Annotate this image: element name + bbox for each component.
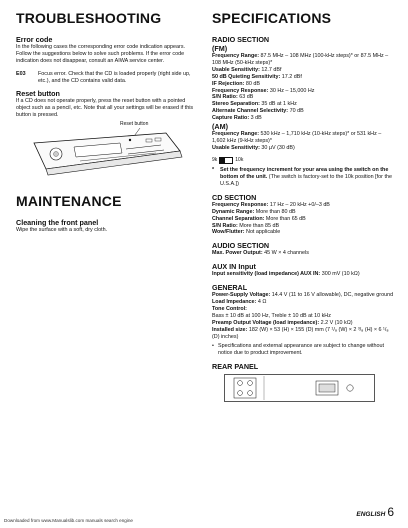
spec-line (212, 209, 394, 216)
spec-label: Frequency Range: (212, 53, 260, 59)
spec-line (212, 81, 394, 88)
spec-value: 30 Hz – 15,000 Hz (268, 87, 315, 94)
radio-section-heading: RADIO SECTION (212, 35, 270, 44)
reset-text: If a CD does not operate properly, press the reset button with a pointed object such as a pencil, etc. Note that all your settings will be erased if this button is pressed. (16, 98, 194, 118)
specifications-title: SPECIFICATIONS (212, 10, 332, 26)
spec-value: 530 kHz – 1,710 kHz (10-kHz steps)* or 531 kHz – 1,602 kHz (9-kHz steps)* (212, 131, 382, 144)
spec-label: Usable Sensitivity: (212, 66, 260, 73)
page-number-value: 6 (387, 505, 394, 519)
reset-button-label: Reset button (120, 121, 149, 127)
spec-line (212, 216, 394, 223)
spec-value: More than 65 dB (264, 215, 306, 222)
switch-label-10k: 10k (235, 157, 244, 164)
spec-line (212, 292, 394, 299)
spec-value: More than 85 dB (237, 222, 280, 229)
spec-value: 2.2 V (10 kΩ) (319, 319, 353, 326)
e03-text: Focus error. Check that the CD is loaded properly (right side up, etc.), and the CD contains valid data. (38, 71, 191, 84)
spec-label: Tone Control: (212, 305, 247, 312)
general-section-heading: GENERAL (212, 283, 248, 293)
spec-label: Dynamic Range: (212, 208, 255, 215)
spec-label: 50 dB Quieting Sensitivity: (212, 73, 281, 80)
spec-label: Input sensitivity (load impedance) AUX IN: (212, 271, 321, 278)
spec-label: Preamp Output Voltage (load impedance): (212, 319, 320, 326)
switch-label-9k: 9k (212, 157, 218, 164)
spec-line (212, 145, 394, 152)
am-spec-list (212, 131, 394, 152)
spec-value: More than 80 dB (254, 208, 296, 215)
maintenance-title: MAINTENANCE (16, 193, 122, 209)
frequency-note (212, 167, 394, 188)
spec-label: Frequency Response: (212, 201, 269, 208)
switch-icon (219, 157, 233, 164)
reset-heading: Reset button (16, 89, 60, 98)
spec-line (212, 271, 394, 278)
spec-line (212, 88, 394, 95)
spec-label: Capture Ratio: (212, 115, 250, 122)
fm-heading: (FM) (212, 44, 228, 53)
spec-value: 182 (W) × 53 (H) × 155 (D) mm (7 ¹/₈ (W) × 2 ³/₈ (H) × 6 ¹/₈ (D) inches) (212, 326, 389, 340)
spec-value: 80 dB (244, 80, 260, 87)
spec-label: Power-Supply Voltage: (212, 292, 271, 299)
spec-value: 35 dB at 1 kHz (259, 101, 297, 108)
spec-label: Stereo Separation: (212, 101, 260, 108)
spec-label: Wow/Flutter: (212, 229, 245, 236)
spec-line (212, 108, 394, 115)
spec-value: 30 µV (30 dB) (259, 144, 295, 151)
spec-line (212, 131, 394, 145)
spec-line (212, 320, 394, 327)
error-code-text: In the following cases the corresponding error code indication appears. Follow the suggestions below to solve such problems. If the error code indication does not disappear, consult an AIWA service center. (16, 44, 186, 64)
aux-spec-list (212, 271, 394, 278)
spec-label: Frequency Range: (212, 131, 260, 138)
spec-label: Max. Power Output: (212, 250, 263, 257)
spec-label: Usable Sensitivity: (212, 144, 260, 151)
note-normal-text: (The switch is factory-set to the 10k position [for the U.S.A.]) (220, 173, 392, 187)
right-column (212, 10, 394, 402)
spec-line (212, 250, 394, 257)
spec-value: Bass ± 10 dB at 100 Hz, Treble ± 10 dB at 10 kHz (212, 312, 331, 319)
cleaning-heading: Cleaning the front panel (16, 218, 99, 227)
note-bold-text: Set the frequency increment for your area using the switch on the bottom of the unit. (220, 166, 389, 180)
e03-entry (16, 71, 194, 85)
cd-spec-list (212, 202, 394, 237)
spec-value: Not applicable (244, 229, 281, 236)
spec-value: 45 W × 4 channels (262, 250, 309, 257)
spec-line (212, 327, 394, 341)
note-star: * (212, 166, 215, 173)
aux-section-heading: AUX IN Input (212, 262, 256, 272)
spec-value: 12.7 dBf (259, 66, 282, 73)
spec-value: 70 dB (288, 108, 304, 115)
spec-value: 17.2 dBf (280, 73, 302, 80)
troubleshooting-title: TROUBLESHOOTING (16, 10, 162, 26)
disclaimer (212, 343, 394, 357)
rear-panel-heading: REAR PANEL (212, 362, 259, 372)
cleaning-text: Wipe the surface with a soft, dry cloth. (16, 227, 108, 233)
spec-line (212, 229, 394, 236)
spec-line (212, 115, 394, 122)
spec-value: 63 dB (237, 94, 254, 101)
spec-value: 87.5 MHz – 108 MHz (100-kHz steps)* or 87.5 MHz – 108 MHz (50-kHz steps)* (212, 53, 389, 66)
error-code-heading: Error code (16, 35, 53, 44)
spec-value: 300 mV (10 kΩ) (320, 271, 360, 278)
spec-line (212, 313, 394, 320)
download-footer: Downloaded from www.Manualslib.com manuals search engine (4, 518, 133, 523)
page-number (356, 505, 394, 519)
am-heading: (AM) (212, 122, 228, 132)
spec-line (212, 202, 394, 209)
spec-line (212, 299, 394, 306)
spec-line (212, 94, 394, 101)
spec-line (212, 306, 394, 313)
rear-panel-illustration (224, 374, 384, 402)
left-column (16, 10, 194, 234)
e03-code: E03 (16, 71, 26, 77)
spec-line (212, 223, 394, 230)
general-spec-list (212, 292, 394, 340)
spec-label: IF Rejection: (212, 80, 245, 87)
cd-section-heading: CD SECTION (212, 192, 257, 202)
spec-line (212, 101, 394, 108)
spec-label: Channel Separation: (212, 215, 265, 222)
spec-label: Alternate Channel Selectivity: (212, 108, 289, 115)
language-label: ENGLISH (356, 511, 386, 518)
disclaimer-text: Specifications and external appearance are subject to change without notice due to product improvement. (218, 343, 385, 357)
spec-value: 4 Ω (256, 299, 267, 306)
audio-spec-list (212, 250, 394, 257)
fm-spec-list (212, 53, 394, 122)
spec-value: 14.4 V (11 to 16 V allowable), DC, negative ground (270, 292, 394, 299)
car-stereo-front-illustration (16, 121, 194, 179)
spec-value: 17 Hz – 20 kHz +0/–3 dB (268, 201, 330, 208)
spec-value: 3 dB (249, 115, 262, 122)
spec-line (212, 67, 394, 74)
spec-line (212, 53, 394, 67)
step-switch (212, 157, 394, 164)
spec-label: S/N Ratio: (212, 222, 238, 229)
spec-label: Installed size: (212, 326, 248, 333)
audio-section-heading: AUDIO SECTION (212, 241, 270, 251)
reset-figure (16, 121, 194, 179)
spec-line (212, 74, 394, 81)
spec-label: Frequency Response: (212, 87, 269, 94)
spec-label: Load Impedance: (212, 299, 257, 306)
spec-label: S/N Ratio: (212, 94, 238, 101)
bullet-icon: • (212, 343, 214, 350)
